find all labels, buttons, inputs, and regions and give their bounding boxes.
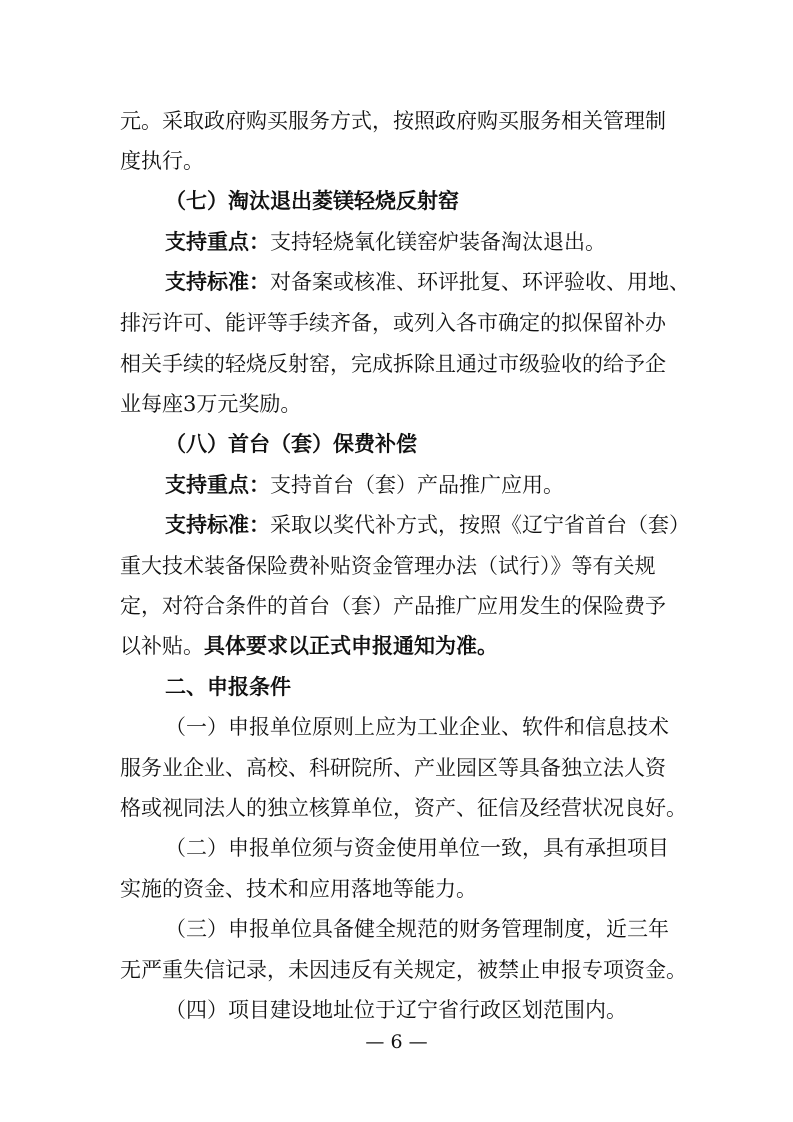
line-text: 实施的资金、技术和应用落地等能力。 [120, 877, 477, 901]
text-line [165, 915, 669, 943]
line-text: 支持首台（套）产品推广应用。 [270, 473, 564, 497]
text-line [120, 107, 666, 135]
line-text: 采取以奖代补方式，按照《辽宁省首台（套） [270, 513, 690, 537]
line-text: （一）申报单位原则上应为工业企业、软件和信息技术 [165, 715, 669, 739]
text-line [120, 350, 666, 378]
text-line [165, 834, 669, 862]
text-line [165, 713, 669, 741]
text-line [120, 632, 498, 660]
section-heading [165, 187, 459, 215]
text-line [165, 268, 690, 296]
line-text: 重大技术装备保险费补贴资金管理办法（试行）》等有关规 [120, 554, 656, 578]
line-text: 定，对符合条件的首台（套）产品推广应用发生的保险费予 [120, 594, 666, 618]
page-number: — 6 — [365, 1031, 428, 1053]
text-line [120, 956, 687, 984]
text-line [120, 754, 666, 782]
line-text: 度执行。 [120, 149, 204, 173]
line-text: 支持轻烧氧化镁窑炉装备淘汰退出。 [270, 230, 606, 254]
text-line [120, 309, 666, 337]
heading-text: （八）首台（套）保费补偿 [165, 431, 417, 456]
text-line [120, 390, 301, 418]
line-text: （三）申报单位具备健全规范的财务管理制度，近三年 [165, 917, 669, 941]
section-heading [165, 430, 417, 458]
line-text: （二）申报单位须与资金使用单位一致，具有承担项目 [165, 836, 669, 860]
chapter-heading [165, 673, 291, 701]
text-line [165, 228, 606, 256]
label-text: 支持标准： [165, 269, 270, 294]
label-text: 支持重点： [165, 229, 270, 254]
label-text: 支持重点： [165, 472, 270, 497]
line-text: 相关手续的轻烧反射窑，完成拆除且通过市级验收的给予企 [120, 352, 666, 376]
text-line [165, 996, 627, 1024]
text-line [120, 875, 477, 903]
text-line [165, 511, 690, 539]
label-text: 支持标准： [165, 512, 270, 537]
line-text: 元。采取政府购买服务方式，按照政府购买服务相关管理制 [120, 109, 666, 133]
line-text: 对备案或核准、环评批复、环评验收、用地、 [270, 270, 690, 294]
heading-text: （七）淘汰退出菱镁轻烧反射窑 [165, 188, 459, 213]
text-line [120, 592, 666, 620]
heading-text: 二、申报条件 [165, 675, 291, 699]
bold-note: 具体要求以正式申报通知为准。 [204, 633, 498, 658]
line-text: 服务业企业、高校、科研院所、产业园区等具备独立法人资 [120, 756, 666, 780]
text-line [120, 794, 687, 822]
text-line [165, 471, 564, 499]
line-text: 排污许可、能评等手续齐备，或列入各市确定的拟保留补办 [120, 311, 666, 335]
line-text: 无严重失信记录，未因违反有关规定，被禁止申报专项资金。 [120, 958, 687, 982]
line-text: 格或视同法人的独立核算单位，资产、征信及经营状况良好。 [120, 796, 687, 820]
line-text: 业每座3万元奖励。 [120, 392, 302, 416]
text-line [120, 552, 656, 580]
line-text: （四）项目建设地址位于辽宁省行政区划范围内。 [165, 998, 627, 1022]
text-line [120, 147, 204, 175]
line-text: 以补贴。 [120, 634, 204, 658]
